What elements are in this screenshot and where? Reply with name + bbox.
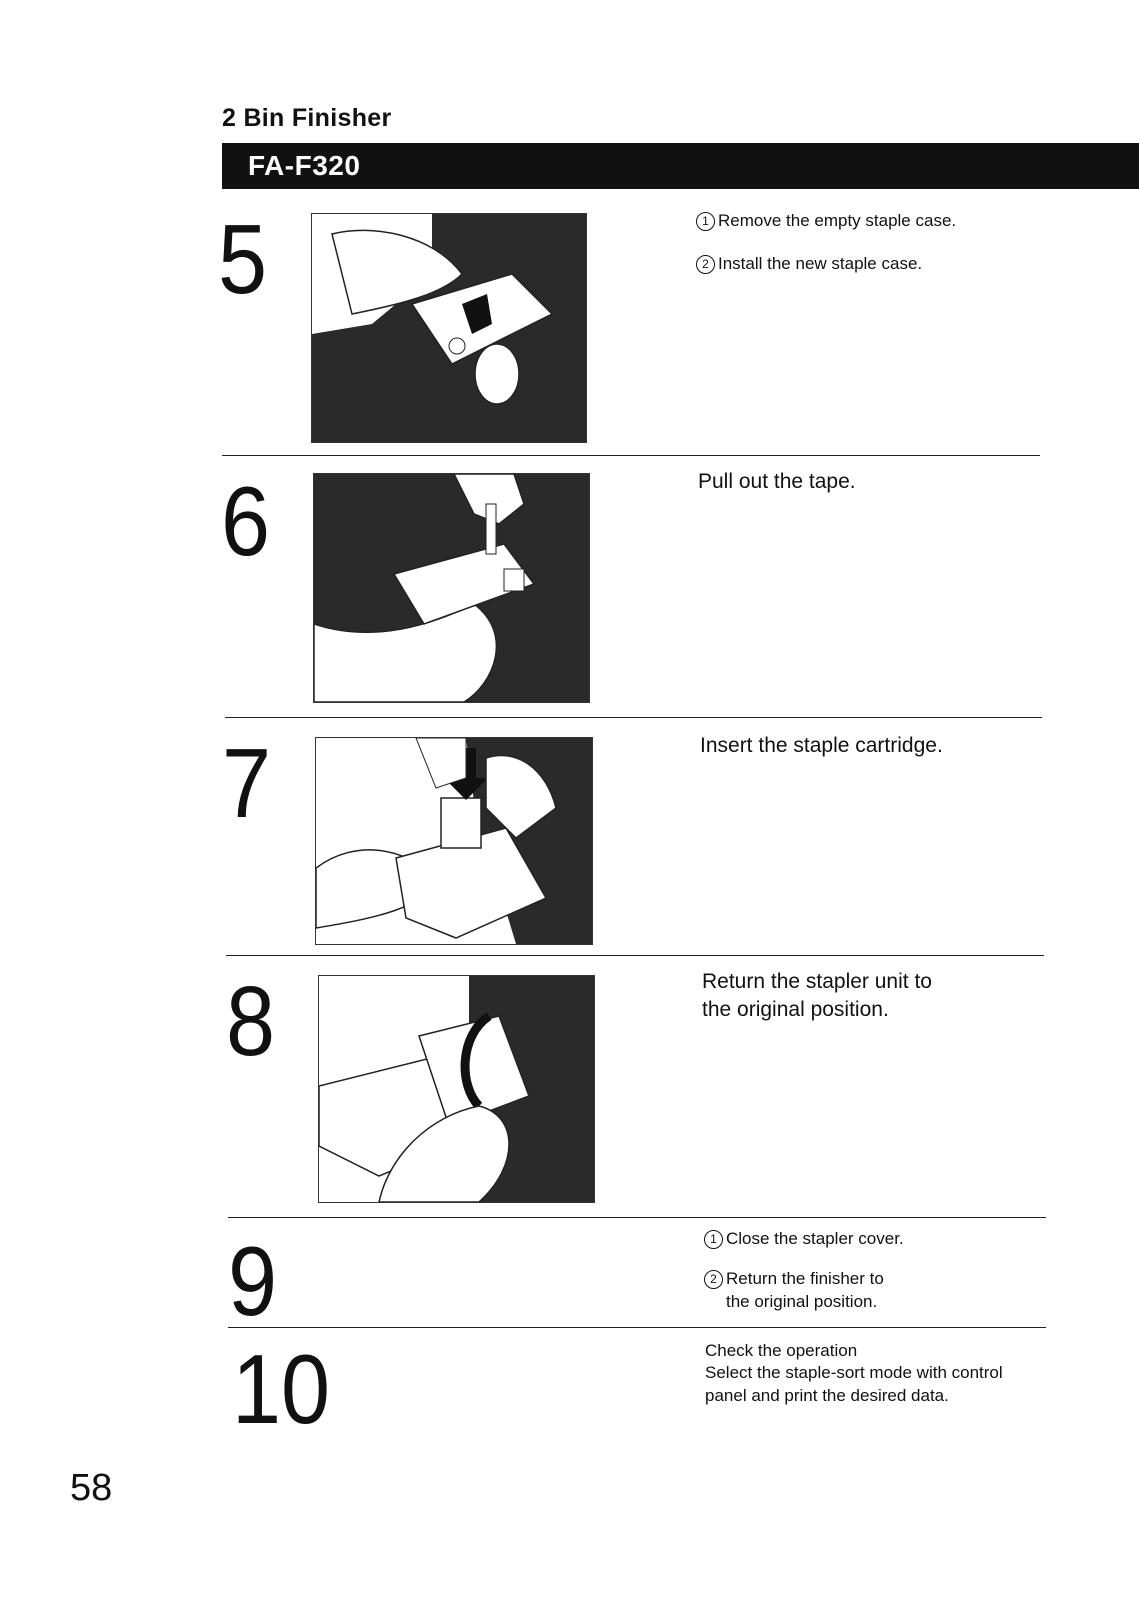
step-6-text: Pull out the tape. [698,470,856,493]
step-number-8: 8 [226,966,276,1076]
circled-number-2: 2 [704,1270,723,1289]
step-number-9: 9 [228,1226,278,1336]
divider [228,1327,1046,1328]
circled-number-1: 1 [696,212,715,231]
step-number-5: 5 [218,204,268,314]
divider [226,955,1044,956]
step-8-text-line-2: the original position. [702,998,889,1022]
step-5-item-1-text: Remove the empty staple case. [718,211,957,230]
illustration-remove-staple-case [311,213,587,443]
step-9-item-2-text: Return the finisher to [726,1269,884,1288]
step-10-line-1: Check the operation [705,1341,858,1360]
divider [228,1217,1046,1218]
illustration-insert-cartridge [315,737,593,945]
step-8-text-line-1: Return the stapler unit to [702,970,932,993]
divider [222,455,1040,456]
circled-number-1: 1 [704,1230,723,1249]
step-9-item-2 [704,1268,884,1314]
step-10-line-3: panel and print the desired data. [705,1385,949,1405]
step-7-text: Insert the staple cartridge. [700,734,943,757]
step-8-text [702,968,932,1025]
model-banner [222,143,1139,189]
circled-number-2: 2 [696,255,715,274]
model-label: FA-F320 [248,150,361,181]
step-10-text [705,1340,1003,1407]
illustration-pull-tape [313,473,590,703]
step-9-item-1 [704,1228,904,1251]
step-9-item-1-text: Close the stapler cover. [726,1229,904,1248]
step-5-item-2-text: Install the new staple case. [718,254,923,273]
page-number: 58 [70,1467,113,1509]
illustration-return-stapler-unit [318,975,595,1203]
step-5-item-1 [696,210,956,233]
step-number-6: 6 [221,466,271,576]
step-5-item-2 [696,253,922,276]
step-10-line-2: Select the staple-sort mode with control [705,1363,1003,1383]
section-title: 2 Bin Finisher [222,104,392,132]
divider [225,717,1042,718]
step-number-7: 7 [222,728,272,838]
step-number-10: 10 [232,1334,331,1444]
step-9-item-2-text-cont: the original position. [726,1291,878,1311]
